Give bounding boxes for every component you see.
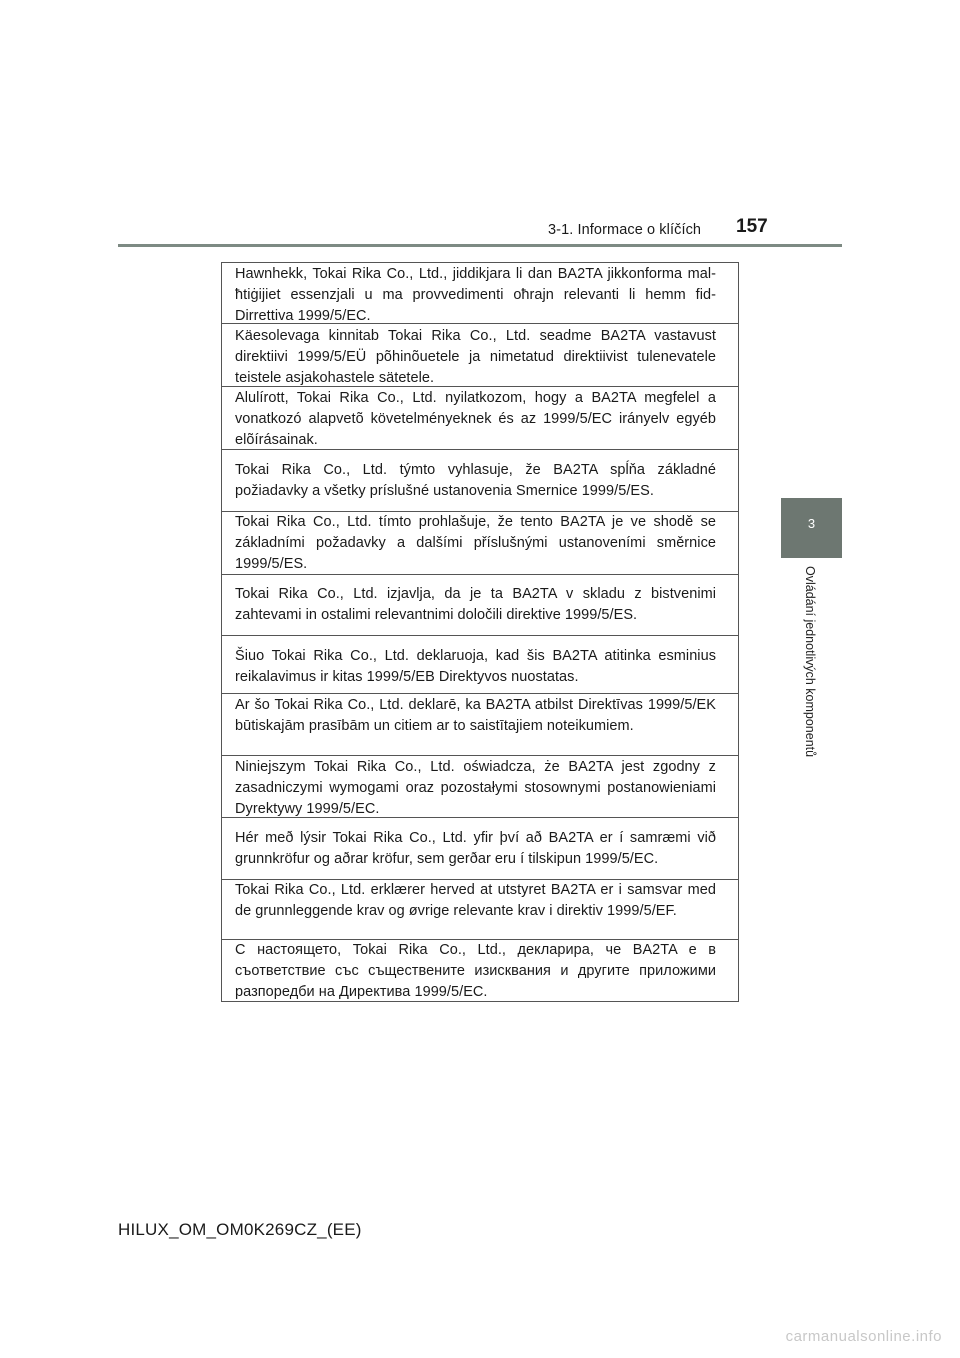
declaration-text: Käesolevaga kinnitab Tokai Rika Co., Ltd. seadme BA2TA vastavust direktiivi 1999/5/EÜ põhinõuetele ja nimetatud direktiivist tulenevatele teistele asjakohastele sätetele.: [235, 328, 716, 386]
declaration-text: С настоящето, Tokai Rika Co., Ltd., декларира, че BA2TA е в съответствие със съществените изисквания и другите приложими разпоредби на Директива 1999/5/EC.: [235, 942, 716, 1000]
declaration-text: Šiuo Tokai Rika Co., Ltd. deklaruoja, kad šis BA2TA atitinka esminius reikalavimus ir kitas 1999/5/EB Direktyvos nuostatas.: [235, 648, 716, 685]
declaration-row-estonian: [222, 324, 738, 387]
declaration-row-hungarian: [222, 387, 738, 450]
header-section-title: 3-1. Informace o klíčích: [548, 222, 702, 238]
page-number: 157: [736, 216, 768, 237]
declaration-row-icelandic: [222, 818, 738, 880]
chapter-title: Ovládání jednotlivých komponentů: [803, 566, 817, 758]
declaration-text: Tokai Rika Co., Ltd. tímto prohlašuje, že tento BA2TA je ve shodě se základními požadavky a dalšími příslušnými ustanoveními směrnice 1999/5/ES.: [235, 514, 716, 572]
declaration-text: Alulírott, Tokai Rika Co., Ltd. nyilatkozom, hogy a BA2TA megfelel a vonatkozó alapvetõ követelményeknek és az 1999/5/EC irányelv egyéb elõírásainak.: [235, 390, 716, 448]
declaration-row-czech: [222, 512, 738, 575]
header-rule: [118, 244, 842, 247]
declaration-text: Hér með lýsir Tokai Rika Co., Ltd. yfir því að BA2TA er í samræmi við grunnkröfur og aðrar kröfur, sem gerðar eru í tilskipun 1999/5/EC.: [235, 830, 716, 867]
declaration-row-norwegian: [222, 880, 738, 940]
declaration-table: [221, 262, 739, 1002]
chapter-tab[interactable]: [781, 498, 842, 558]
declaration-row-maltese: [222, 263, 738, 324]
declaration-row-slovenian: [222, 575, 738, 636]
declaration-row-bulgarian: [222, 940, 738, 1003]
declaration-row-lithuanian: [222, 636, 738, 694]
watermark[interactable]: carmanualsonline.info: [785, 1328, 942, 1345]
declaration-row-polish: [222, 756, 738, 818]
declaration-text: Tokai Rika Co., Ltd. erklærer herved at utstyret BA2TA er i samsvar med de grunnleggende krav og øvrige relevante krav i direktiv 1999/5/EF.: [235, 882, 716, 919]
declaration-text: Hawnhekk, Tokai Rika Co., Ltd., jiddikjara li dan BA2TA jikkonforma mal-ħtiġijiet essenzjali u ma provvedimenti oħrajn relevanti li hemm fid-Dirrettiva 1999/5/EC.: [235, 266, 716, 324]
chapter-number: 3: [807, 516, 816, 531]
declaration-row-latvian: [222, 694, 738, 756]
document-code: HILUX_OM_OM0K269CZ_(EE): [118, 1220, 362, 1239]
declaration-row-slovak: [222, 450, 738, 512]
declaration-text: Tokai Rika Co., Ltd. týmto vyhlasuje, že BA2TA spĺňa základné požiadavky a všetky príslušné ustanovenia Smernice 1999/5/ES.: [235, 462, 716, 499]
declaration-text: Niniejszym Tokai Rika Co., Ltd. oświadcza, że BA2TA jest zgodny z zasadniczymi wymogami oraz pozostałymi stosownymi postanowieniami Dyrektywy 1999/5/EC.: [235, 759, 716, 817]
declaration-text: Ar šo Tokai Rika Co., Ltd. deklarē, ka BA2TA atbilst Direktīvas 1999/5/EK būtiskajām prasībām un citiem ar to saistītajiem noteikumiem.: [235, 697, 716, 734]
declaration-text: Tokai Rika Co., Ltd. izjavlja, da je ta BA2TA v skladu z bistvenimi zahtevami in ostalimi relevantnimi določili direktive 1999/5/ES.: [235, 586, 716, 623]
